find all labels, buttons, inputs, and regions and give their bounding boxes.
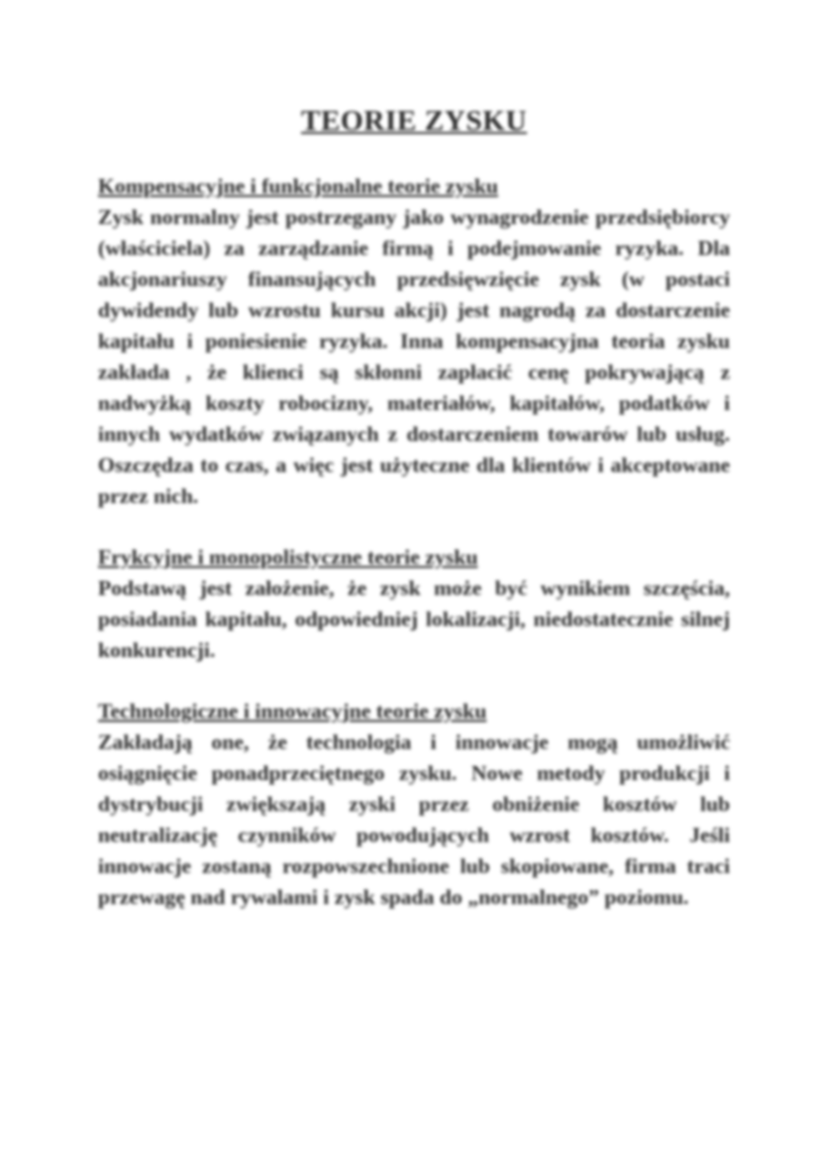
section-heading: Technologiczne i innowacyjne teorie zysku [98,699,487,723]
section-frictional [98,542,730,666]
section-heading: Frykcyjne i monopolistyczne teorie zysku [98,545,478,569]
section-body: Podstawą jest założenie, że zysk może być wynikiem szczęścia, posiadania kapitału, odpowiedniej lokalizacji, niedostatecznie silnej konkurencji. [98,576,730,662]
section-body: Zysk normalny jest postrzegany jako wynagrodzenie przedsiębiorcy (właściciela) za zarządzanie firmą i podejmowanie ryzyka. Dla akcjonariuszy finansujących przedsięwzięcie zysk (w postaci dywidendy lub wzrostu kursu akcji) jest nagrodą za dostarczenie kapitału i poniesienie ryzyka. Inna kompensacyjna teoria zysku zakłada , że klienci są skłonni zapłacić cenę pokrywającą z nadwyżką koszty robocizny, materiałów, kapitałów, podatków i innych wydatków związanych z dostarczeniem towarów lub usług. Oszczędza to czas, a więc jest użyteczne dla klientów i akceptowane przez nich. [98,205,730,508]
section-body: Zakładają one, że technologia i innowacje mogą umożliwić osiągnięcie ponadprzeciętnego zysku. Nowe metody produkcji i dystrybucji zwiększają zyski przez obniżenie kosztów lub neutralizację czynników powodujących wzrost kosztów. Jeśli innowacje zostaną rozpowszechnione lub skopiowane, firma traci przewagę nad rywalami i zysk spada do „normalnego” poziomu. [98,730,730,909]
section-technological [98,696,730,913]
section-heading: Kompensacyjne i funkcjonalne teorie zysku [98,174,499,198]
page-title: TEORIE ZYSKU [301,105,527,137]
section-compensation [98,171,730,512]
